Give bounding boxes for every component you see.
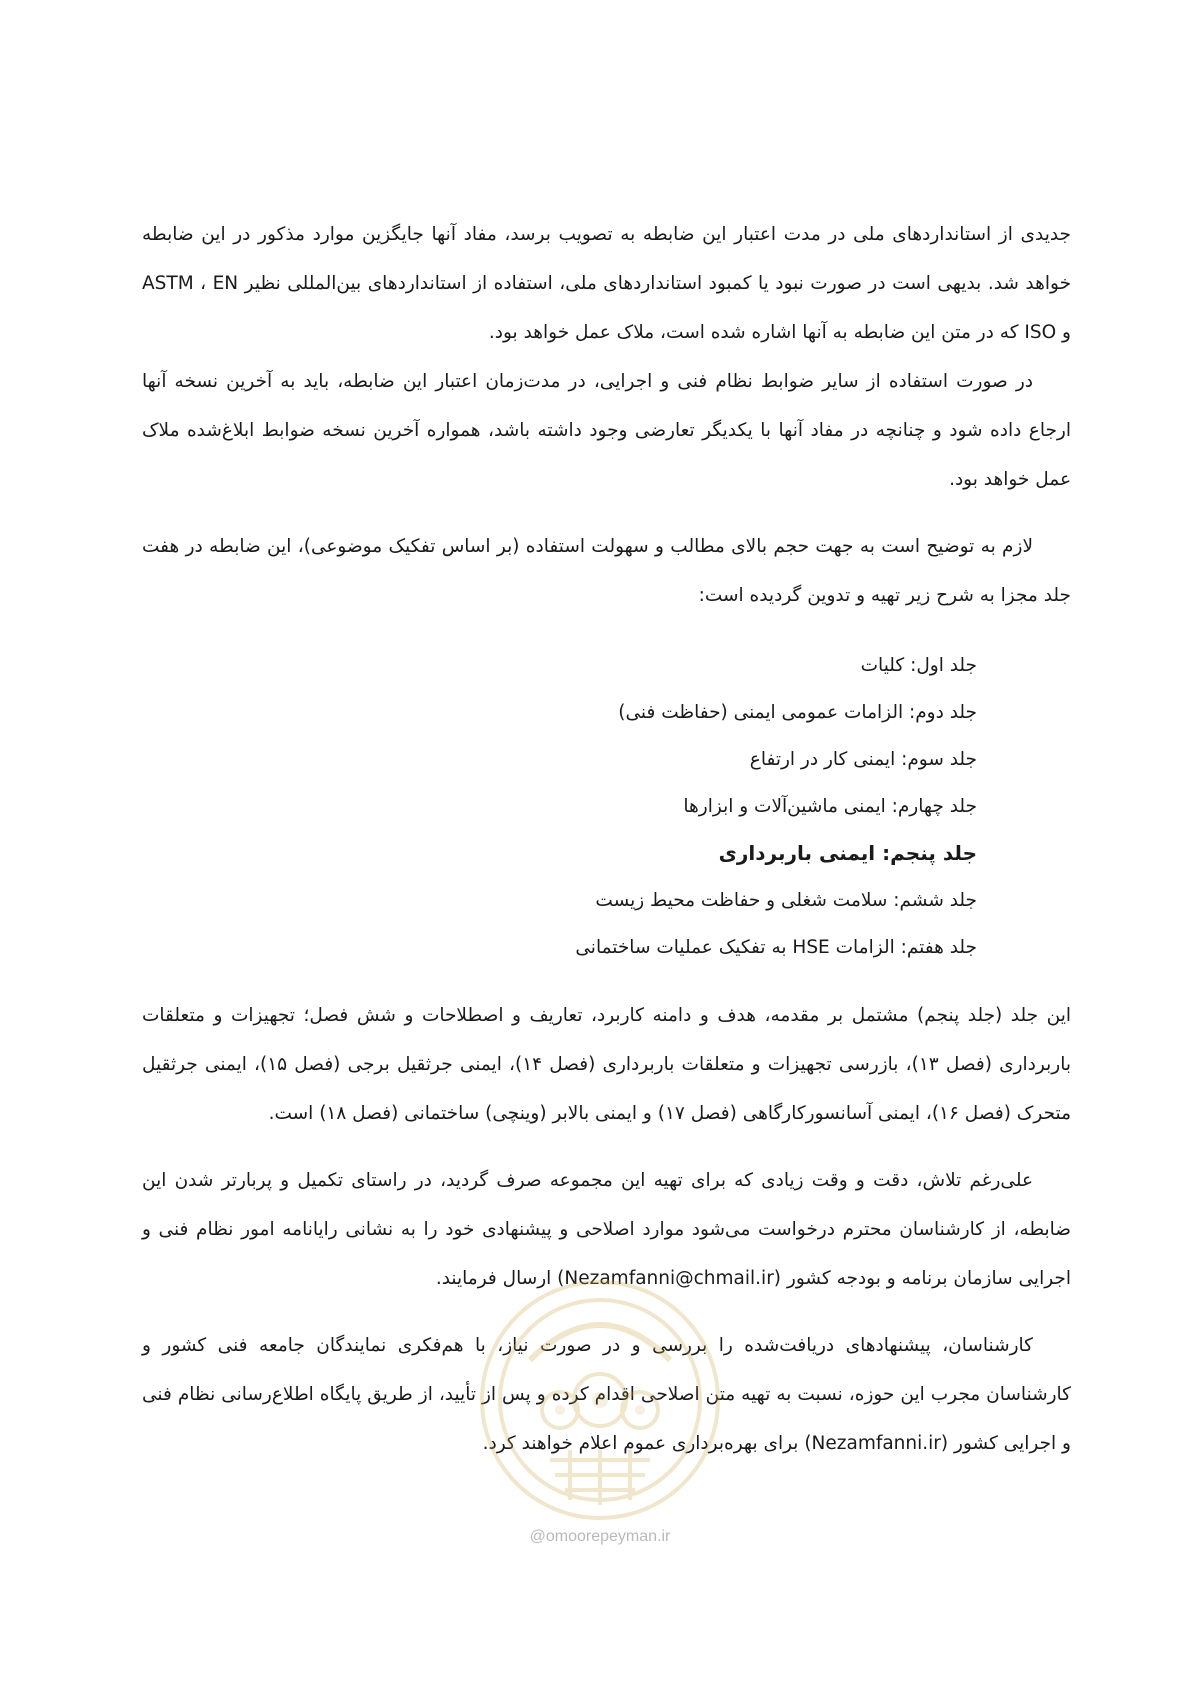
volume-item-2: جلد دوم: الزامات عمومی ایمنی (حفاظت فنی) [618,702,977,723]
paragraph-feedback-request: علی‌رغم تلاش، دقت و وقت زیادی که برای تهیه این مجموعه صرف گردید، در راستای تکمیل و پربارتر شدن این ضابطه، از کارشناسان محترم درخواست می‌شود موارد اصلاحی و پیشنهادی خود را به نشانی رایانامه امور نظام فنی و اجرایی سازمان برنامه و بودجه کشور (Nezamfanni@chmail.ir) ارسال فرمایند. [142,1170,1071,1289]
paragraph-review-process: کارشناسان، پیشنهادهای دریافت‌شده را بررسی و در صورت نیاز، با هم‌فکری نمایندگان جامعه فنی کشور و کارشناسان مجرب این حوزه، نسبت به تهیه متن اصلاحی اقدام کرده و پس از تأیید، از طریق پایگاه اطلاع‌رسانی نظام فنی و اجرایی کشور (Nezamfanni.ir) برای بهره‌برداری عموم اعلام خواهند کرد. [142,1335,1071,1454]
paragraph-other-codes: در صورت استفاده از سایر ضوابط نظام فنی و اجرایی، در مدت‌زمان اعتبار این ضابطه، باید به آخرین نسخه آنها ارجاع داده شود و چنانچه در مفاد آنها با یکدیگر تعارضی وجود داشته باشد، همواره آخرین نسخه ضوابط ابلاغ‌شده ملاک عمل خواهد بود. [142,371,1071,490]
page-content [142,210,1071,1468]
volume-item-4: جلد چهارم: ایمنی ماشین‌آلات و ابزارها [683,796,977,817]
watermark-text: @omoorepeyman.ir [529,1528,671,1545]
volume-item-7: جلد هفتم: الزامات HSE به تفکیک عملیات ساختمانی [575,937,977,958]
paragraph-standards: جدیدی از استانداردهای ملی در مدت اعتبار این ضابطه به تصویب برسد، مفاد آنها جایگزین موارد مذکور در این ضابطه خواهد شد. بدیهی است در صورت نبود یا کمبود استانداردهای ملی، استفاده از استانداردهای بین‌المللی نظیر ASTM ، EN و ISO که در متن این ضابطه به آنها اشاره شده است، ملاک عمل خواهد بود. [142,224,1071,343]
volume-item-5-current: جلد پنجم: ایمنی باربرداری [718,841,977,865]
paragraph-volume-contents: این جلد (جلد پنجم) مشتمل بر مقدمه، هدف و دامنه کاربرد، تعاریف و اصطلاحات و شش فصل؛ تجهیزات و متعلقات باربرداری (فصل ۱۳)، بازرسی تجهیزات و متعلقات باربرداری (فصل ۱۴)، ایمنی جرثقیل برجی (فصل ۱۵)، ایمنی جرثقیل متحرک (فصل ۱۶)، ایمنی آسانسورکارگاهی (فصل ۱۷) و ایمنی بالابر (وینچی) ساختمانی (فصل ۱۸) است. [142,1005,1071,1124]
volume-item-1: جلد اول: کلیات [860,655,977,676]
volume-list [142,642,1071,971]
paragraph-volumes-intro: لازم به توضیح است به جهت حجم بالای مطالب و سهولت استفاده (بر اساس تفکیک موضوعی)، این ضابطه در هفت جلد مجزا به شرح زیر تهیه و تدوین گردیده است: [142,536,1071,606]
volume-item-3: جلد سوم: ایمنی کار در ارتفاع [749,749,977,770]
volume-item-6: جلد ششم: سلامت شغلی و حفاظت محیط زیست [595,890,977,911]
